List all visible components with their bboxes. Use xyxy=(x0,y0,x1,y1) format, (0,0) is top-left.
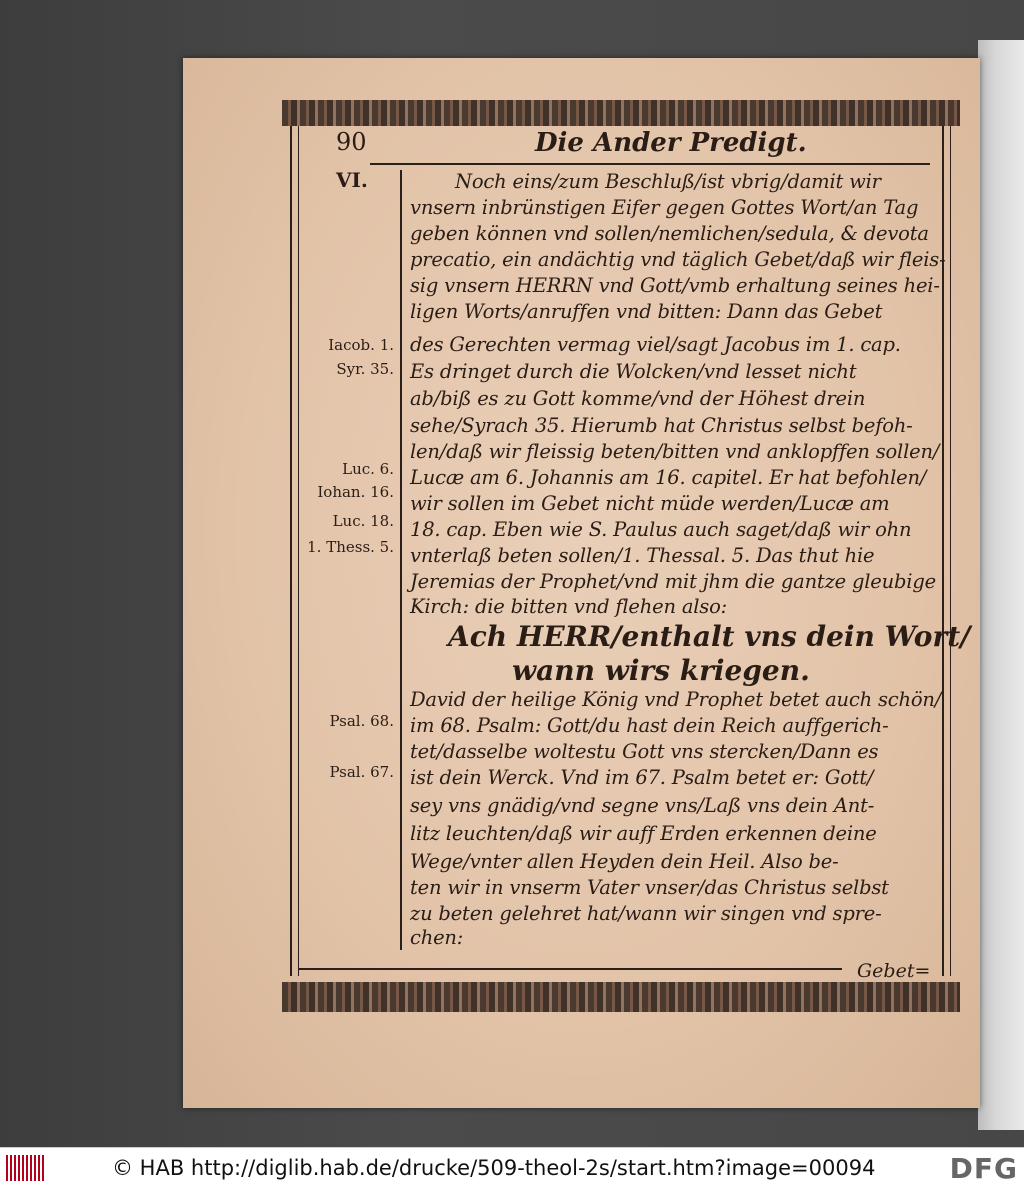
body-line: sehe/Syrach 35. Hierumb hat Christus selbst befoh- xyxy=(410,414,913,437)
margin-note: Iohan. 16. xyxy=(317,483,394,501)
page-number: 90 xyxy=(336,128,367,156)
body-line: precatio, ein andächtig vnd täglich Gebet/daß wir fleis- xyxy=(410,248,946,271)
body-line: geben können vnd sollen/nemlichen/sedula, & devota xyxy=(410,222,929,245)
ornament-border-top xyxy=(282,100,960,126)
body-line: ten wir in vnserm Vater vnser/das Christus selbst xyxy=(410,876,889,899)
body-line: chen: xyxy=(410,926,464,949)
body-line: ligen Worts/anruffen vnd bitten: Dann das Gebet xyxy=(410,300,883,323)
body-line: ab/biß es zu Gott komme/vnd der Höhest drein xyxy=(410,387,866,410)
margin-column-rule xyxy=(400,170,402,950)
body-line: sig vnsern HERRN vnd Gott/vmb erhaltung seines hei- xyxy=(410,274,940,297)
margin-note: Psal. 67. xyxy=(329,763,394,781)
frame-rule-left-inner xyxy=(298,126,299,976)
body-line: wir sollen im Gebet nicht müde werden/Lucæ am xyxy=(410,492,890,515)
running-title: Die Ander Predigt. xyxy=(535,128,807,158)
section-number: VI. xyxy=(336,168,368,192)
body-line: tet/dasselbe woltestu Gott vns stercken/Dann es xyxy=(410,740,879,763)
body-line: des Gerechten vermag viel/sagt Jacobus im 1. cap. xyxy=(410,333,901,356)
frame-rule-left-outer xyxy=(290,126,292,976)
margin-note: Iacob. 1. xyxy=(328,336,394,354)
body-line: Lucæ am 6. Johannis am 16. capitel. Er hat befohlen/ xyxy=(410,466,927,489)
body-line: vnsern inbrünstigen Eifer gegen Gottes Wort/an Tag xyxy=(410,196,919,219)
margin-note: Psal. 68. xyxy=(329,712,394,730)
body-line: litz leuchten/daß wir auff Erden erkennen deine xyxy=(410,822,877,845)
body-line: David der heilige König vnd Prophet betet auch schön/ xyxy=(410,688,942,711)
body-line: vnterlaß beten sollen/1. Thessal. 5. Das thut hie xyxy=(410,544,875,567)
catchword: Gebet= xyxy=(857,960,931,982)
body-line: Noch eins/zum Beschluß/ist vbrig/damit wir xyxy=(455,170,881,193)
footer-rule xyxy=(298,968,842,970)
next-page-edge xyxy=(978,40,1024,1130)
body-line: zu beten gelehret hat/wann wir singen vnd spre- xyxy=(410,902,882,925)
body-line: len/daß wir fleissig beten/bitten vnd anklopffen sollen/ xyxy=(410,440,940,463)
body-line: ist dein Werck. Vnd im 67. Psalm betet er: Gott/ xyxy=(410,766,874,789)
dfg-logo: DFG xyxy=(949,1152,1018,1185)
margin-note: 1. Thess. 5. xyxy=(307,538,394,556)
margin-note: Syr. 35. xyxy=(336,360,394,378)
body-line: im 68. Psalm: Gott/du hast dein Reich auffgerich- xyxy=(410,714,889,737)
ornament-border-bottom xyxy=(282,982,960,1012)
body-line: Jeremias der Prophet/vnd mit jhm die gantze gleubige xyxy=(410,570,936,593)
body-line: Wege/vnter allen Heyden dein Heil. Also be- xyxy=(410,850,839,873)
hab-logo-icon xyxy=(6,1155,46,1181)
header-rule xyxy=(370,163,930,165)
footer-copyright-link[interactable]: © HAB http://diglib.hab.de/drucke/509-theol-2s/start.htm?image=00094 xyxy=(112,1156,876,1180)
body-line: sey vns gnädig/vnd segne vns/Laß vns dein Ant- xyxy=(410,794,875,817)
emphasized-line: Ach HERR/enthalt vns dein Wort/ xyxy=(448,620,971,653)
body-line: Es dringet durch die Wolcken/vnd lesset nicht xyxy=(410,360,857,383)
frame-rule-right-inner xyxy=(950,126,951,976)
body-line: Kirch: die bitten vnd flehen also: xyxy=(410,595,728,618)
margin-note: Luc. 18. xyxy=(332,512,394,530)
margin-note: Luc. 6. xyxy=(342,460,394,478)
footer-bar xyxy=(0,1147,1024,1188)
body-line: 18. cap. Eben wie S. Paulus auch saget/daß wir ohn xyxy=(410,518,912,541)
emphasized-line: wann wirs kriegen. xyxy=(512,654,810,687)
